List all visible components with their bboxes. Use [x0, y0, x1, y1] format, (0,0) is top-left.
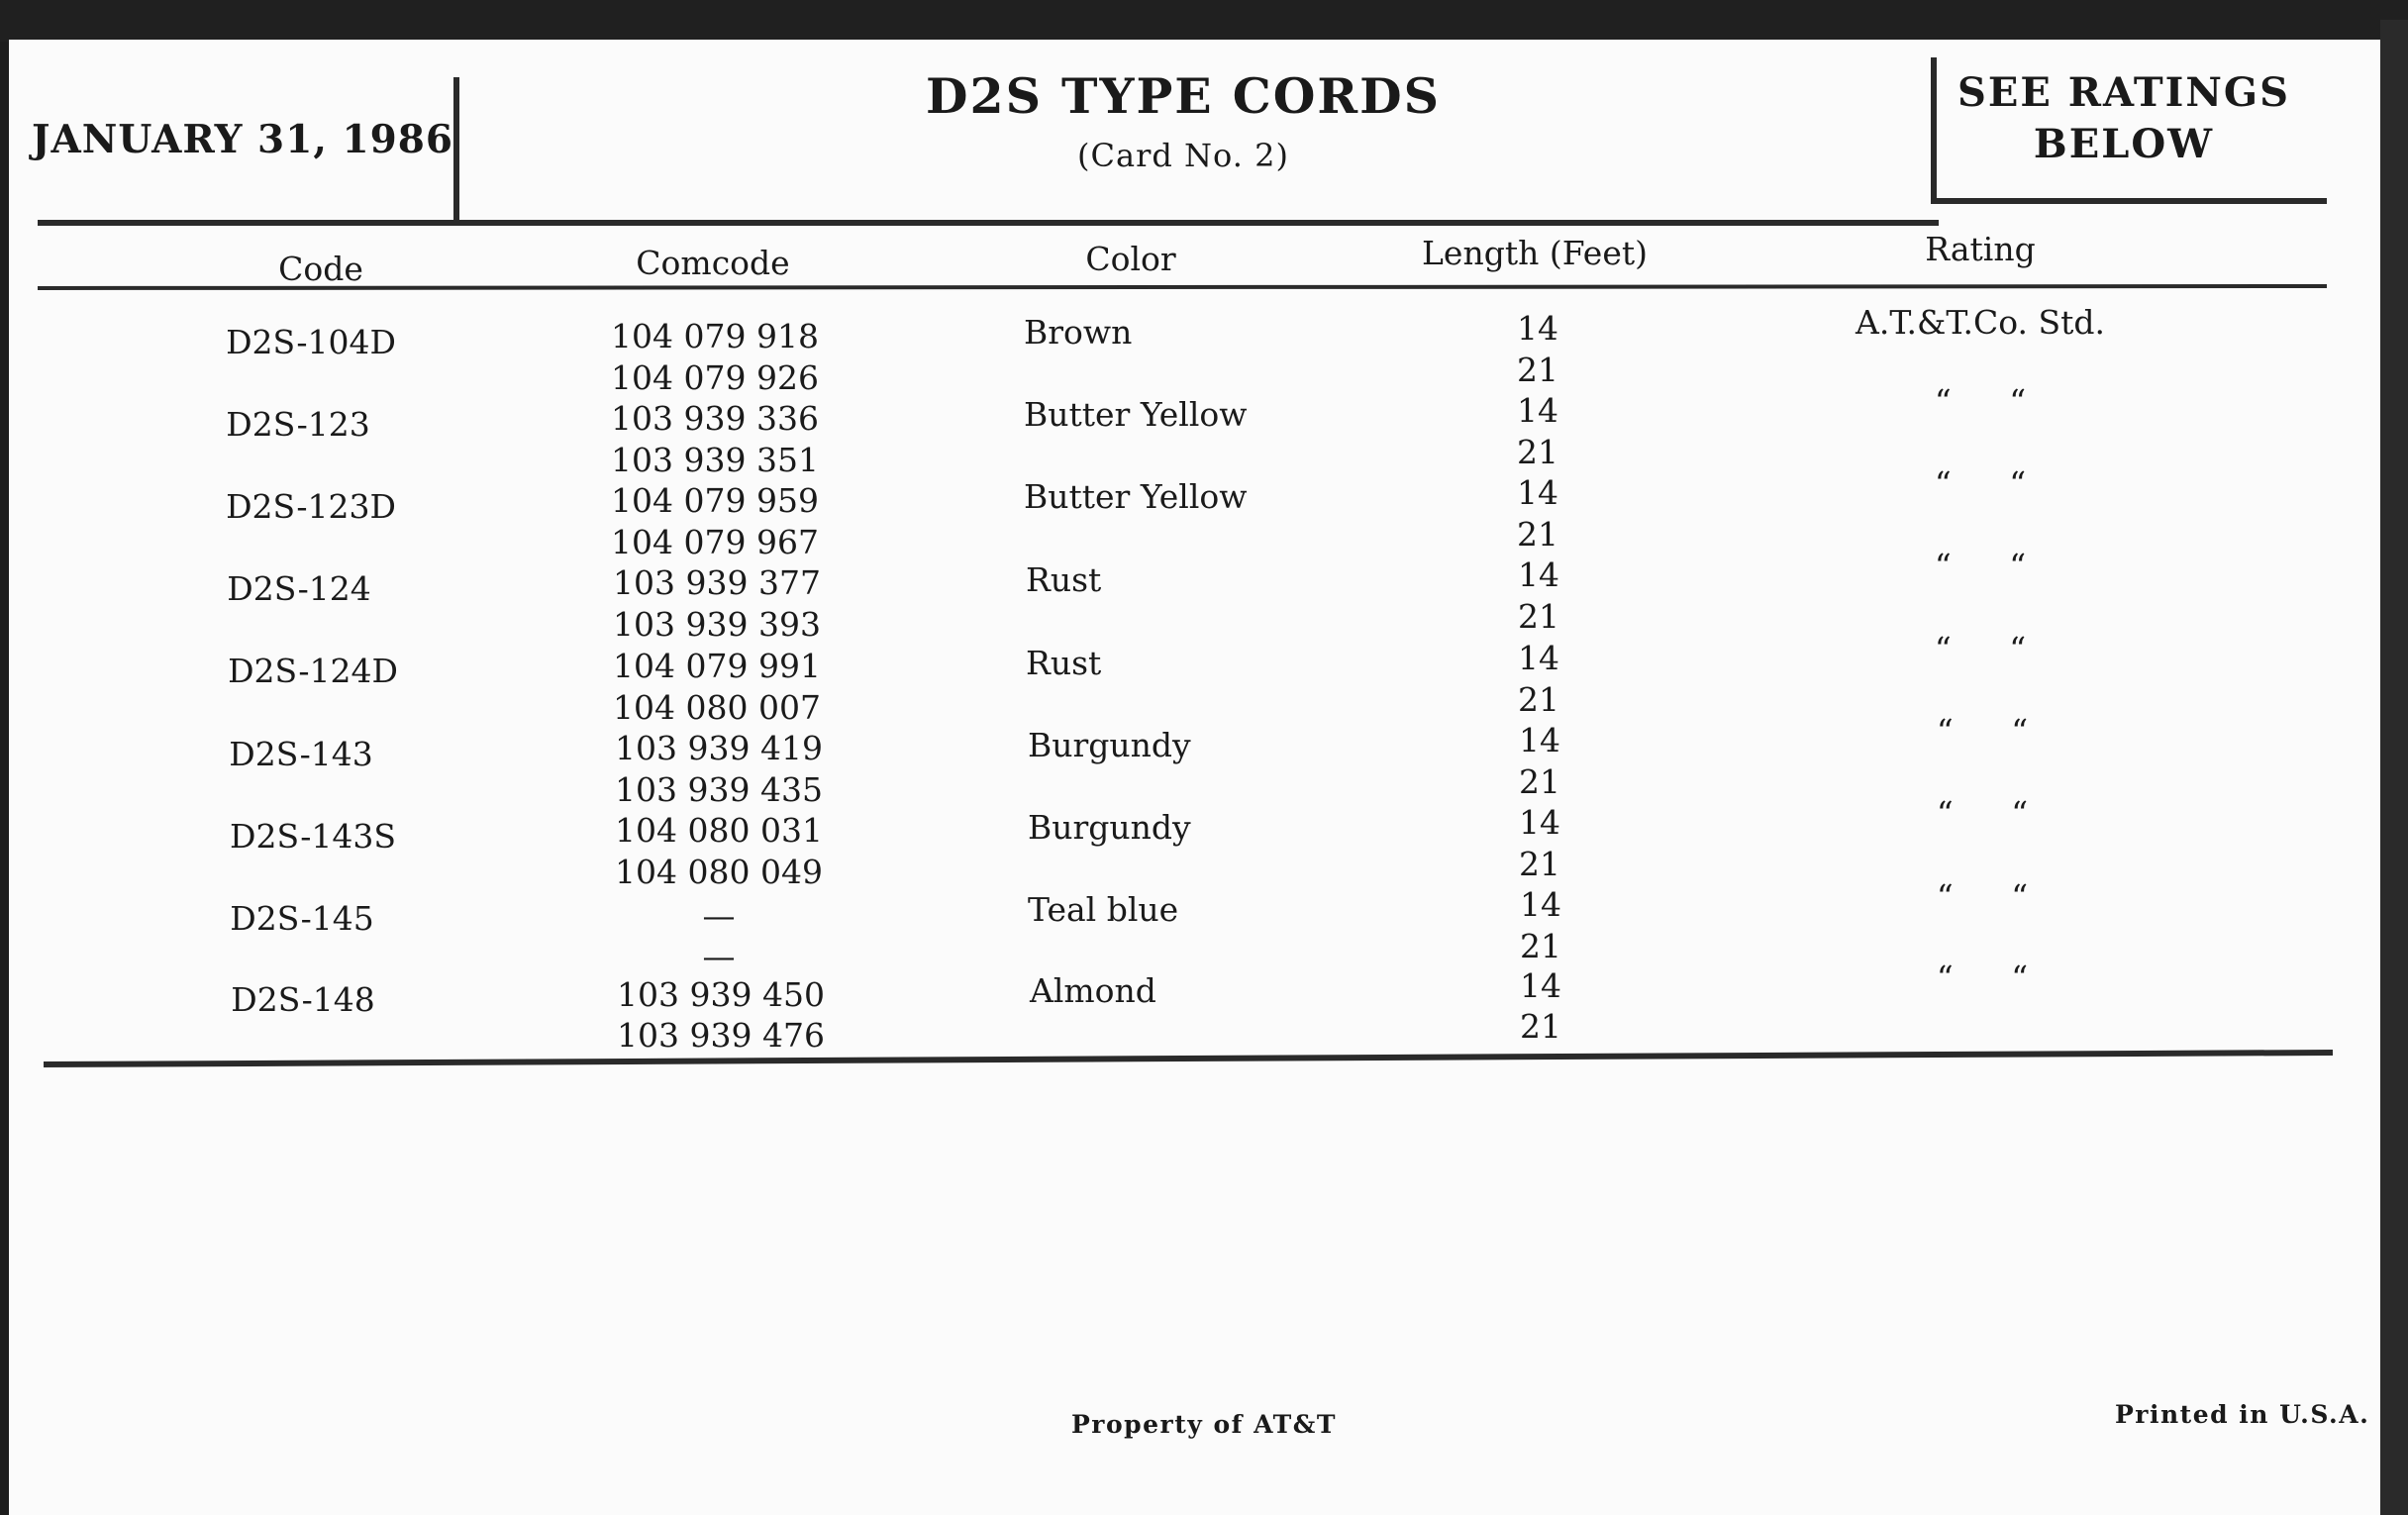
row-length: 14 [1519, 803, 1560, 842]
header-divider-left [453, 77, 459, 220]
row-comcode: 103 939 476 [617, 1016, 825, 1055]
row-color: Burgundy [1028, 808, 1191, 847]
row-length: 21 [1518, 597, 1559, 636]
row-comcode: 104 079 926 [611, 358, 819, 397]
property-note: Property of AT&T [1071, 1410, 1337, 1439]
rating-note-line1: SEE RATINGS [1957, 69, 2290, 116]
row-rating-ditto: “ “ [1936, 959, 2029, 997]
column-header-color: Color [1085, 240, 1176, 278]
row-code: D2S-145 [230, 899, 374, 938]
row-length: 21 [1517, 433, 1558, 471]
row-length: 21 [1519, 762, 1560, 801]
row-code: D2S-123D [226, 487, 396, 526]
row-color: Almond [1030, 971, 1156, 1010]
row-rating-ditto: “ “ [1936, 712, 2029, 751]
column-header-rating: Rating [1925, 230, 2036, 268]
row-code: D2S-143 [229, 735, 373, 773]
row-comcode: 104 079 959 [611, 481, 819, 520]
row-comcode: 103 939 435 [615, 770, 823, 809]
row-comcode: 104 080 031 [615, 811, 823, 850]
row-color: Rust [1026, 644, 1102, 682]
row-length: 14 [1520, 885, 1561, 924]
row-length: 14 [1517, 473, 1558, 512]
row-comcode: 103 939 336 [611, 399, 819, 438]
row-comcode-empty: — [702, 896, 736, 935]
row-length: 14 [1518, 639, 1559, 677]
column-header-comcode: Comcode [636, 244, 790, 282]
row-length: 21 [1517, 515, 1558, 554]
row-comcode: 103 939 450 [617, 975, 825, 1014]
row-length: 14 [1517, 391, 1558, 430]
row-rating-ditto: “ “ [1936, 877, 2029, 916]
scan-border-right [2380, 20, 2408, 1515]
row-comcode: 104 079 967 [611, 523, 819, 561]
row-comcode: 103 939 393 [613, 605, 821, 644]
row-comcode: 103 939 377 [613, 563, 821, 602]
row-code: D2S-124 [227, 569, 371, 608]
row-length: 21 [1520, 1007, 1561, 1046]
row-comcode: 103 939 419 [615, 729, 823, 767]
row-rating: A.T.&T.Co. Std. [1856, 303, 2105, 342]
header-rule-right [1931, 198, 2327, 204]
row-length: 21 [1518, 680, 1559, 719]
row-comcode: 104 079 918 [611, 317, 819, 355]
row-code: D2S-124D [228, 652, 398, 690]
row-length: 14 [1517, 309, 1558, 348]
row-color: Brown [1024, 313, 1133, 352]
scan-border-top [0, 0, 2408, 42]
row-rating-ditto: “ “ [1936, 794, 2029, 833]
row-color: Butter Yellow [1024, 395, 1248, 434]
row-code: D2S-104D [226, 323, 396, 361]
row-color: Burgundy [1028, 726, 1191, 764]
row-length: 21 [1517, 351, 1558, 389]
row-length: 21 [1520, 927, 1561, 965]
row-length: 14 [1518, 556, 1559, 594]
rating-note [1941, 67, 2307, 170]
row-length: 21 [1519, 845, 1560, 883]
row-code: D2S-143S [229, 817, 396, 856]
row-comcode: 104 080 007 [613, 688, 821, 727]
row-rating-ditto: “ “ [1934, 547, 2027, 585]
row-rating-ditto: “ “ [1934, 630, 2027, 668]
printed-note: Printed in U.S.A. [2115, 1400, 2370, 1429]
card-title: D2S TYPE CORDS [925, 67, 1441, 125]
row-comcode: 103 939 351 [611, 441, 819, 479]
row-comcode: 104 080 049 [615, 853, 823, 891]
card-date: JANUARY 31, 1986 [32, 117, 454, 162]
row-rating-ditto: “ “ [1934, 464, 2027, 503]
row-color: Teal blue [1028, 890, 1179, 929]
row-rating-ditto: “ “ [1934, 382, 2027, 421]
card-subtitle: (Card No. 2) [1077, 137, 1289, 174]
rating-note-line2: BELOW [2033, 121, 2215, 167]
header-divider-right [1931, 57, 1937, 204]
column-header-code: Code [278, 250, 363, 288]
row-length: 14 [1520, 966, 1561, 1005]
header-rule [38, 220, 1939, 226]
row-comcode: 104 079 991 [613, 647, 821, 685]
row-code: D2S-123 [226, 405, 370, 444]
row-code: D2S-148 [231, 980, 375, 1019]
row-comcode-empty: — [702, 937, 736, 975]
column-header-length: Length (Feet) [1422, 234, 1648, 272]
row-length: 14 [1519, 721, 1560, 759]
row-color: Rust [1026, 560, 1102, 599]
row-color: Butter Yellow [1024, 477, 1248, 516]
